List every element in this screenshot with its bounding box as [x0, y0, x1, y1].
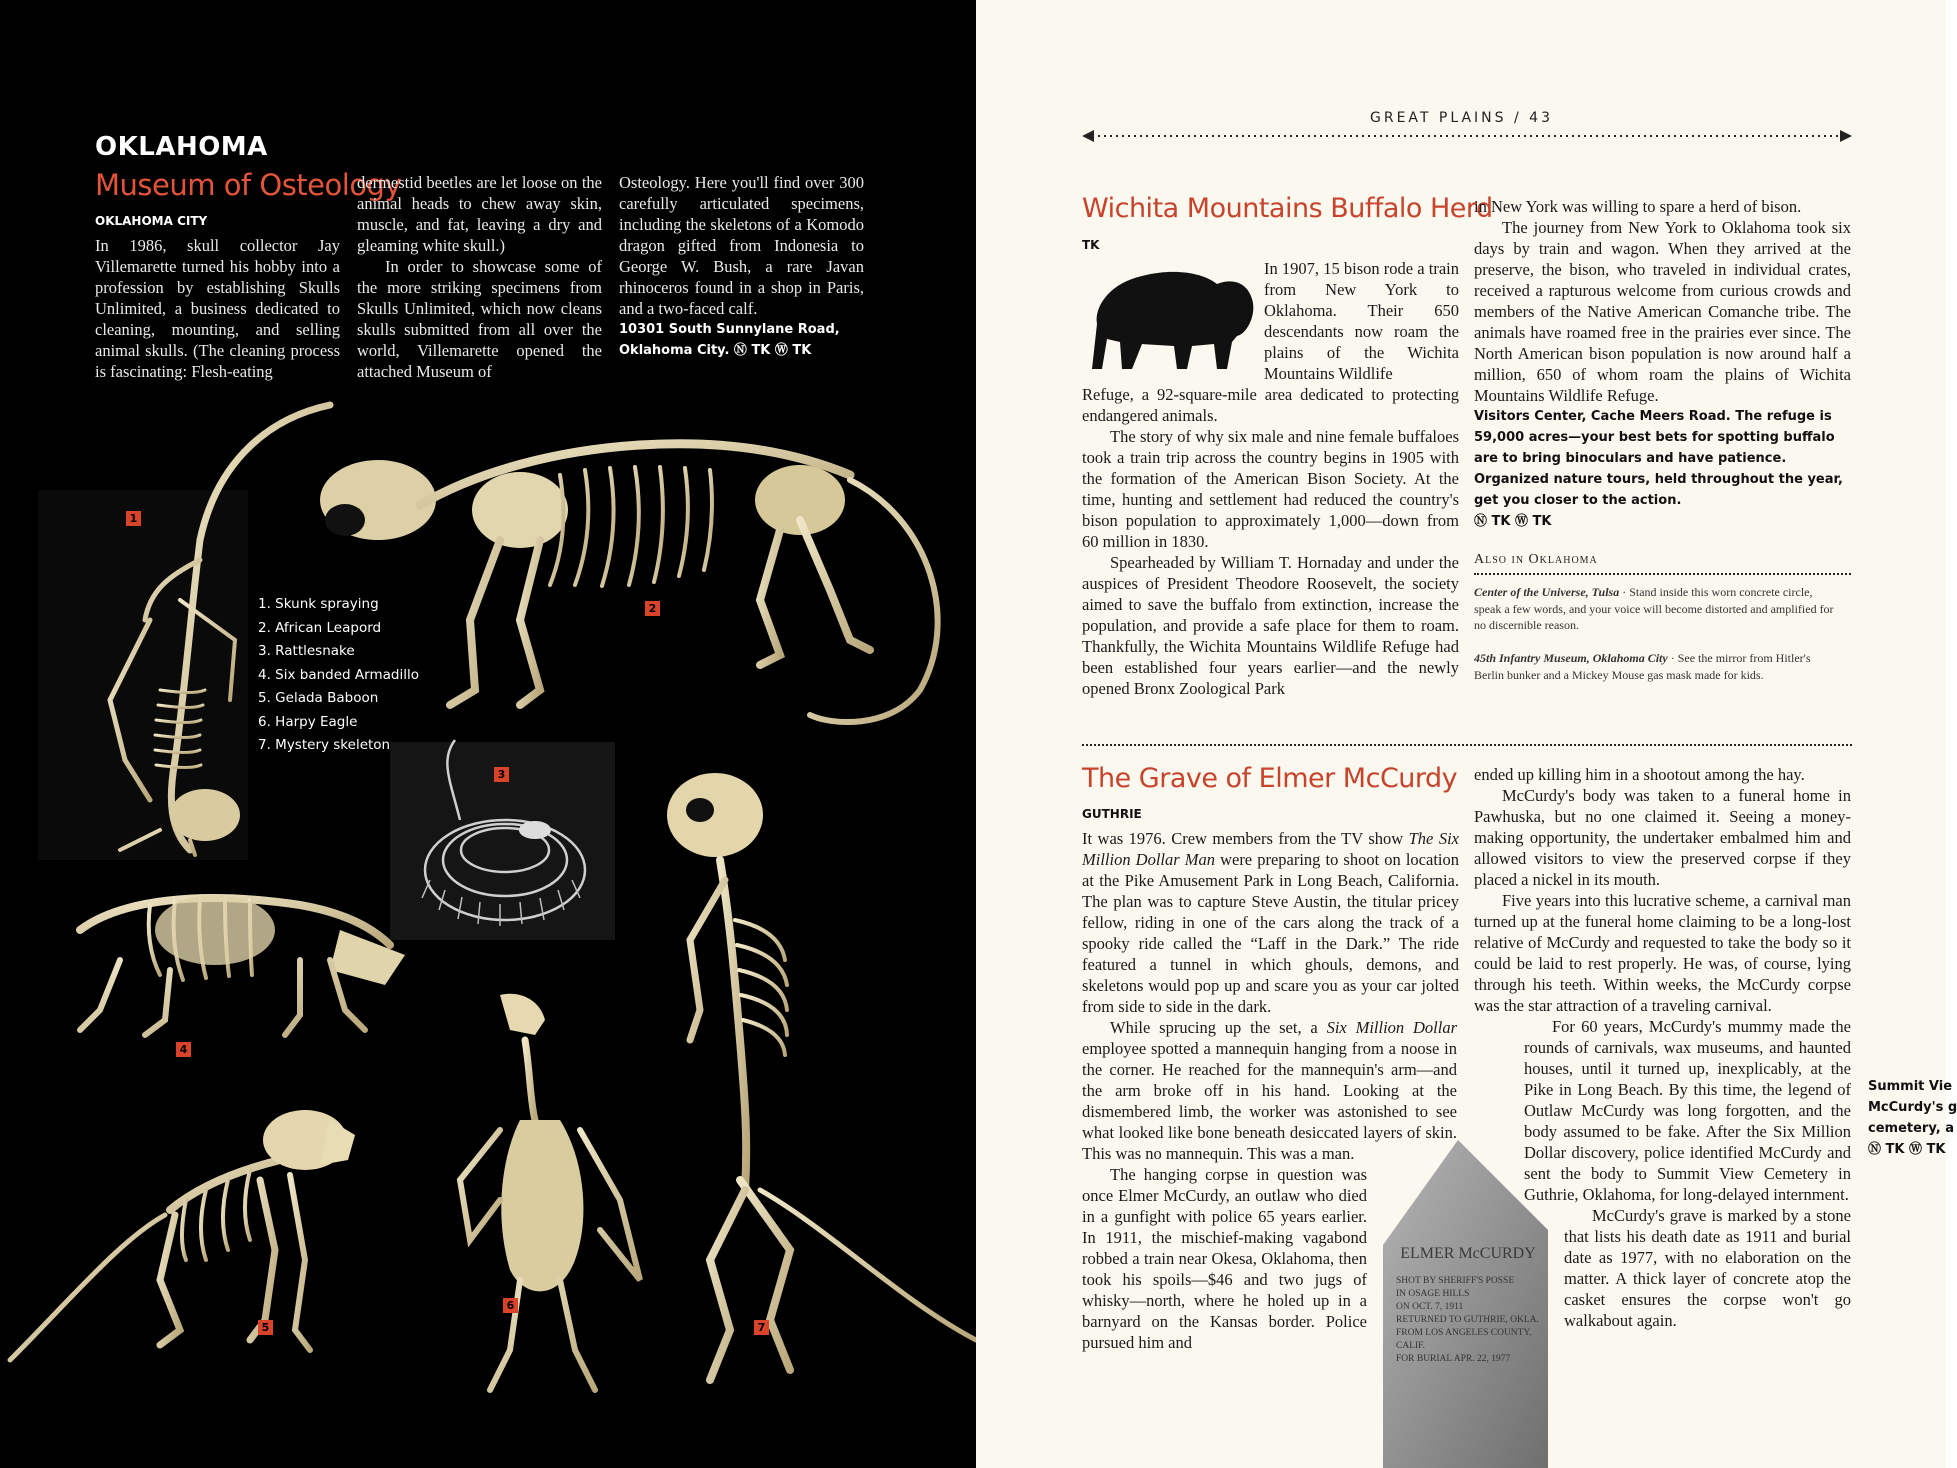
body-text: Spearheaded by William T. Hornaday and under the auspices of President Theodore Roosevelt, the society aimed to save the buffalo from extinction, increase the population, and provide a safe place for them to roam. Thankfully, the Wichita Mountains Wildlife Refuge had been established four years earlier—and the newly opened Bronx Zoological Park [1082, 553, 1459, 698]
legend-item: 6. Harpy Eagle [258, 713, 358, 730]
marker-1: 1 [126, 511, 141, 526]
article-location: GUTHRIE [1082, 807, 1142, 821]
body-text: In 1986, skull collector Jay Villemarette turned his hobby into a profession by establishing Skulls Unlimited, a business dedicated to cleaning, mounting, and selling animal skulls. (The cleaning process is fascinating: Flesh-eating [95, 236, 340, 381]
headstone-inscription [1396, 1275, 1548, 1366]
body-text-part: While sprucing up the set, a [1110, 1018, 1327, 1037]
body-text: ended up killing him in a shootout among the hay. [1474, 765, 1805, 784]
headstone-name: ELMER McCURDY [1400, 1245, 1536, 1262]
body-text: Five years into this lucrative scheme, a carnival man turned up at the funeral home claiming to be a long-lost relative of McCurdy and requested to take the body so it could be laid to rest properly. He was, of course, lying through his teeth. Within weeks, the McCurdy corpse was the star attraction of a traveling carnival. [1474, 891, 1851, 1015]
body-text: For 60 years, McCurdy's mummy made the rounds of carnivals, wax museums, and haunted houses, until it turned up, inexplicably, at the Pike in Long Beach. By this time, the legend of Outlaw McCurdy was long forgotten, and the body assumed to be fake. After the Six Million Dollar discovery, police identified McCurdy and sent the body to Summit View Cemetery in Guthrie, Oklahoma, for long-delayed internment. [1524, 1017, 1851, 1204]
baboon-skeleton-image [10, 1110, 355, 1360]
museum-address: 10301 South Sunnylane Road, [619, 322, 840, 337]
legend-item: 5. Gelada Baboon [258, 690, 379, 706]
visitor-info: Visitors Center, Cache Meers Road. The refuge is 59,000 acres—your best bets for spotting buffalo are to bring binoculars and have patience. Organized nature tours, held throughout the year, get you closer to the action. [1474, 409, 1843, 508]
also-in-heading: Also in Oklahoma [1474, 552, 1598, 567]
body-text-part: employee spotted a mannequin hanging from a noose in the corner. He reached for the mannequin's arm—and the arm broke off in his hand. Looking at the dismembered limb, the worker was astonished to see what looked like bone beneath desiccated layers of skin. This was no mannequin. This was a man. [1082, 1039, 1457, 1163]
mystery-skeleton-image [667, 773, 976, 1380]
body-text: The hanging corpse in question was once Elmer McCurdy, an outlaw who died in a gunfight with police 65 years earlier. In 1911, the mischief-making vagabond robbed a train near Okesa, Oklahoma, then took his spoils—$46 and two jugs of whisky—north, where he holed up in a barnyard on the Kansas border. Police pursued him and [1082, 1165, 1367, 1352]
marker-7: 7 [754, 1320, 769, 1335]
inscription-line: IN OSAGE HILLS [1396, 1289, 1470, 1299]
also-item-name: 45th Infantry Museum, Oklahoma City [1474, 651, 1668, 665]
sidebar-note-line: Ⓝ TK Ⓦ TK [1868, 1142, 1946, 1157]
section-divider [1082, 744, 1852, 746]
article-title: Museum of Osteology [95, 168, 402, 202]
body-text: Osteology. Here you'll find over 300 carefully articulated specimens, including the skeletons of a Komodo dragon gifted from Indonesia to George W. Bush, a rare Javan rhinoceros found in a shop in Paris, and a two-faced calf. [619, 173, 864, 318]
legend-item: 1. Skunk spraying [258, 596, 379, 612]
article-city: OKLAHOMA CITY [95, 214, 208, 228]
left-column-1 [95, 235, 340, 382]
inscription-line: FROM LOS ANGELES COUNTY, [1396, 1328, 1532, 1338]
body-text: dermestid beetles are let loose on the animal heads to chew away skin, muscle, and fat, leaving a dry and gleaming white skull.) [357, 173, 602, 255]
marker-2: 2 [645, 601, 660, 616]
marker-3: 3 [494, 767, 509, 782]
inscription-line: RETURNED TO GUTHRIE, OKLA. [1396, 1315, 1539, 1325]
body-text: Refuge, a 92-square-mile area dedicated to protecting endangered animals. [1082, 385, 1459, 425]
armadillo-skeleton-image [80, 895, 405, 1035]
body-text: In 1907, 15 bison rode a train from New York to Oklahoma. Their 650 descendants now roam the plains of the Wichita Mountains Wildlife [1264, 259, 1459, 383]
header-rule [1082, 128, 1852, 144]
body-text: The journey from New York to Oklahoma took six days by train and wagon. When they arrived at the preserve, the bison, who traveled in individual crates, received a rapturous welcome from curious crowds and members of the Native American Comanche tribe. The animals have roamed free in the prairies ever since. The North American bison population is now around half a million, 650 of whom roam the plains of Wichita Mountains Wildlife Refuge. [1474, 218, 1851, 405]
also-item-text: · See the mirror from Hitler's Berlin bunker and a Mickey Mouse gas mask made for kids. [1474, 651, 1811, 682]
also-item-name: Center of the Universe, Tulsa [1474, 585, 1620, 599]
body-text: McCurdy's grave is marked by a stone that lists his death date as 1911 and burial date as 1977, with no elaboration on the matter. A thick layer of concrete atop the casket ensures the corpse won't go walkabout again. [1564, 1206, 1851, 1330]
legend-item: 3. Rattlesnake [258, 643, 355, 659]
left-page [0, 0, 976, 1468]
tv-show-title: The Six Million Dollar Man [1082, 829, 1459, 869]
sidebar-note-line: Summit Vie [1868, 1079, 1953, 1094]
body-text: in New York was willing to spare a herd of bison. [1474, 197, 1802, 216]
body-text: The story of why six male and nine female buffaloes took a train trip across the country begins in 1905 with the formation of the American Bison Society. At the time, hunting and settlement had reduced the country's bison population to approximately 1,000—down from 60 million in 1830. [1082, 427, 1459, 551]
inscription-line: SHOT BY SHERIFF'S POSSE [1396, 1276, 1515, 1286]
visitor-info-hours: Ⓝ TK Ⓦ TK [1474, 514, 1552, 529]
legend-item: 7. Mystery skeleton [258, 737, 391, 753]
article-title: Wichita Mountains Buffalo Herd [1082, 193, 1493, 224]
legend-item: 4. Six banded Armadillo [258, 666, 419, 683]
tv-show-title: Six Million Dollar [1326, 1018, 1457, 1037]
also-item-1 [1474, 584, 1834, 634]
also-item-text: · Stand inside this worn concrete circle, speak a few words, and your voice will become distorted and amplified for no discernible reason. [1474, 585, 1834, 632]
article1-column-2 [1474, 196, 1851, 532]
body-text: McCurdy's body was taken to a funeral home in Pawhuska, but no one claimed it. Seeing a money-making opportunity, the undertaker embalmed him and allowed visitors to view the preserved corpse if they placed a nickel in its mouth. [1474, 786, 1851, 889]
left-column-2 [357, 172, 602, 382]
body-text: In order to showcase some of the more striking specimens from Skulls Unlimited, which now cleans skulls submitted from all over the world, Villemarette opened the attached Museum of [357, 257, 602, 381]
sidebar-note-line: McCurdy's g [1868, 1100, 1957, 1115]
body-text [1082, 828, 1459, 1017]
legend-item: 2. African Leapord [258, 619, 382, 636]
inscription-line: FOR BURIAL APR. 22, 1977 [1396, 1354, 1511, 1364]
article-title: The Grave of Elmer McCurdy [1082, 763, 1458, 794]
marker-5: 5 [258, 1320, 273, 1335]
headstone-photo [1378, 1135, 1553, 1468]
running-head: GREAT PLAINS / 43 [1370, 110, 1553, 126]
inscription-line: CALIF. [1396, 1341, 1426, 1351]
also-rule [1474, 573, 1851, 575]
marker-6: 6 [503, 1298, 518, 1313]
museum-address-city: Oklahoma City. Ⓝ TK Ⓦ TK [619, 343, 812, 358]
eagle-skeleton-image [460, 994, 640, 1390]
article1-column-1 [1082, 258, 1459, 699]
marker-4: 4 [176, 1042, 191, 1057]
also-item-2 [1474, 650, 1834, 683]
sidebar-note [1868, 1076, 1957, 1160]
left-column-3 [619, 172, 864, 361]
state-heading: OKLAHOMA [95, 132, 268, 162]
article-location: TK [1082, 238, 1100, 252]
body-text-part: It was 1976. Crew members from the TV show [1082, 829, 1409, 848]
body-text-part: were preparing to shoot on location at the Pike Amusement Park in Long Beach, California. The plan was to capture Steve Austin, the titular pricey fellow, riding in one of the cars along the track of a spooky ride called the “Laff in the Dark.” The ride featured a tunnel in which ghouls, demons, and skeletons would pop up and scare you as your car jolted from side to side in the dark. [1082, 850, 1459, 1016]
skeleton-legend [258, 596, 419, 761]
sidebar-note-line: cemetery, a [1868, 1121, 1955, 1136]
inscription-line: ON OCT. 7, 1911 [1396, 1302, 1464, 1312]
